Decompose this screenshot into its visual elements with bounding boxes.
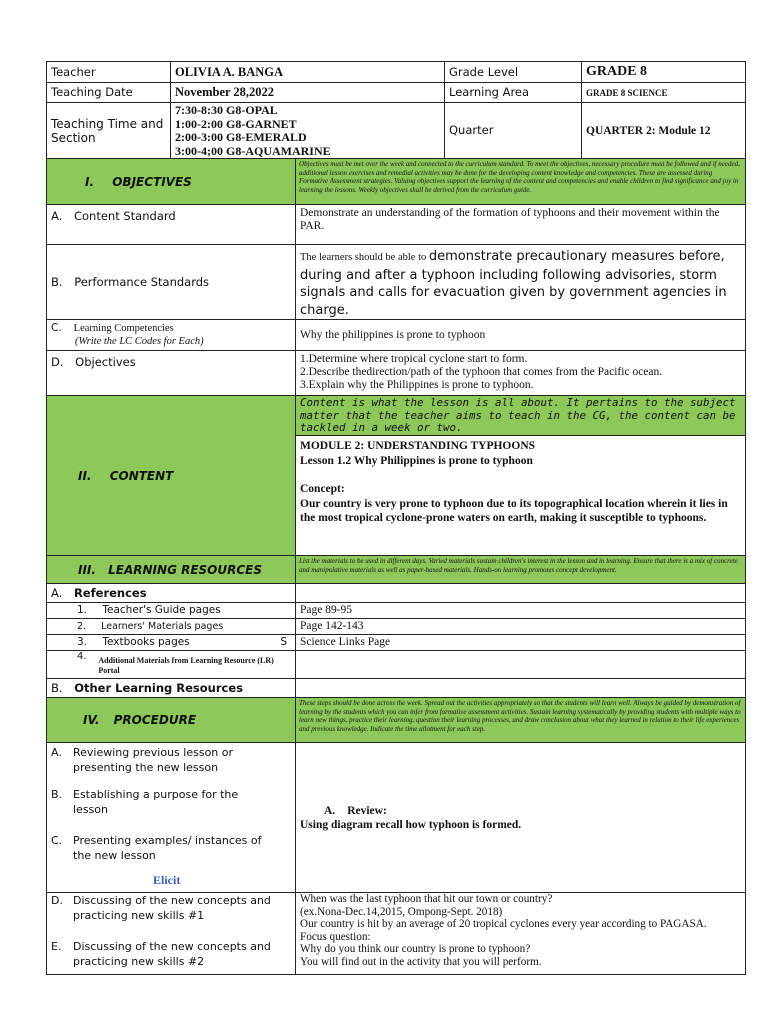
time-label: Teaching Time and Section (47, 103, 171, 159)
step-e: E. Discussing of the new concepts and practicing new skills #2 (51, 940, 271, 968)
content-standard-label: A. Content Standard (47, 205, 296, 245)
quarter-value: QUARTER 2: Module 12 (582, 103, 746, 159)
teacher-value: OLIVIA A. BANGA (171, 62, 445, 83)
performance-standards-value: The learners should be able to demonstrate precautionary measures before, during and after a typhoon including following advisories, storm signals and calls for evacuation given by government agencies in charge. (296, 245, 746, 320)
resource-value (296, 651, 746, 679)
date-label: Teaching Date (47, 83, 171, 103)
elicit-label: Elicit (153, 873, 181, 887)
resource-item: 3. Textbooks pages S (47, 635, 296, 651)
step-c: C. Presenting examples/ instances of the new lesson (51, 834, 262, 862)
discussion-line: Focus question: (300, 930, 371, 943)
references-value (296, 584, 746, 603)
objectives-label: D. Objectives (47, 351, 296, 396)
discussion-line: Our country is hit by an average of 20 tropical cyclones every year according to PAGASA. (300, 918, 707, 931)
section-item: 3:00-4;00 G8-AQUAMARINE (175, 143, 331, 158)
list-item: 2.Describe thedirection/path of the typhoon that comes from the Pacific ocean. (300, 366, 663, 378)
section-item: 1:00-2:00 G8-GARNET (175, 116, 297, 131)
grade-value: GRADE 8 (582, 62, 746, 83)
content-standard-value: Demonstrate an understanding of the formation of typhoons and their movement within the PAR. (296, 205, 746, 245)
resource-value: Page 89-95 (296, 603, 746, 619)
main-table (46, 158, 746, 975)
procedure-note: These steps should be done across the week. Spread out the activities appropriately so that the students will learn well. Always be guided by demonstration of learning by the students which you can infer from formative assessment activities. Sustain learning systematically by providing students with multiple ways to learn new things, practice their learning, question their learning processes, and draw conclusion about what they learned in relation to their life experiences and previous knowledge. Indicate the time allotment for each step. (296, 698, 746, 743)
area-value: GRADE 8 SCIENCE (582, 83, 746, 103)
resource-item: 4. Additional Materials from Learning Resource (LR) Portal (47, 651, 296, 679)
resource-value: Science Links Page (296, 635, 746, 651)
section-item: 2:00-3:00 G8-EMERALD (175, 130, 307, 144)
resource-item: 1. Teacher's Guide pages (47, 603, 296, 619)
list-item: 1.Determine where tropical cyclone start to form. (300, 353, 528, 365)
module-title: MODULE 2: UNDERSTANDING TYPHOONS (300, 440, 536, 452)
procedure-steps-de (47, 893, 296, 975)
discussion-line: (ex.Nona-Dec.14,2015, Ompong-Sept. 2018) (300, 905, 503, 918)
teacher-label: Teacher (47, 62, 171, 83)
objectives-note: Objectives must be met over the week and connected to the curriculum standard. To meet the objectives, necessary procedure must be followed and if needed, additional lesson exercises and remedial activities may be done for the developing content knowledge and competencies. These are assessed during Formative Assessment strategies. Valuing objectives support the learning of the content and competencies and enable children to find significance and joy in learning the lessons. Weekly objectives shall be derived from the curriculum guide. (296, 159, 746, 205)
content-note: Content is what the lesson is all about. It pertains to the subject matter that the teacher aims to teach in the CG, the content can be tackled in a week or two. (296, 396, 746, 436)
resources-heading: III. LEARNING RESOURCES (47, 556, 296, 584)
header-table (46, 61, 746, 159)
area-label: Learning Area (445, 83, 582, 103)
references-label: A. References (47, 584, 296, 603)
objectives-heading: I. OBJECTIVES (47, 159, 296, 205)
content-body (296, 436, 746, 556)
grade-label: Grade Level (445, 62, 582, 83)
review-text: Using diagram recall how typhoon is formed. (300, 818, 522, 831)
step-a: A. Reviewing previous lesson or presenting the new lesson (51, 746, 234, 774)
sections-list (171, 103, 445, 159)
review-block: A. Review: Using diagram recall how typhoon is formed. (296, 743, 746, 893)
content-heading: II. CONTENT (47, 396, 296, 556)
lesson-title: Lesson 1.2 Why Philippines is prone to typhoon (300, 454, 533, 467)
learning-competencies-label: C. Learning Competencies (Write the LC Codes for Each) (47, 320, 296, 351)
learning-competencies-value: Why the philippines is prone to typhoon (296, 320, 746, 351)
concept-label: Concept: (300, 483, 345, 495)
list-item: 3.Explain why the Philippines is prone to typhoon. (300, 379, 534, 391)
resource-value: Page 142-143 (296, 619, 746, 635)
other-resources-value (296, 679, 746, 698)
step-b: B. Establishing a purpose for the lesson (51, 788, 239, 816)
quarter-label: Quarter (445, 103, 582, 159)
procedure-heading: IV. PROCEDURE (47, 698, 296, 743)
date-value: November 28,2022 (171, 83, 445, 103)
resources-note: List the materials to be used in different days. Varied materials sustain children's interest in the lesson and in learning. Ensure that there is a mix of concrete and manipulative materials as well as paper-based materials. Hands-on learning promotes concept development. (296, 556, 746, 584)
discussion-line: Why do you think our country is prone to typhoon? (300, 943, 531, 956)
concept-text: Our country is very prone to typhoon due to its topographical location wherein it lies in the most tropical cyclone-prone waters on earth, making it susceptible to typhoons. (300, 497, 728, 524)
discussion-line: You will find out in the activity that you will perform. (300, 955, 542, 968)
section-item: 7:30-8:30 G8-OPAL (175, 103, 278, 117)
procedure-steps-abc (47, 743, 296, 893)
discussion-line: When was the last typhoon that hit our town or country? (300, 893, 553, 905)
other-resources-label: B. Other Learning Resources (47, 679, 296, 698)
step-d: D. Discussing of the new concepts and practicing new skills #1 (51, 894, 271, 922)
discussion-block (296, 893, 746, 975)
resource-item: 2. Learners' Materials pages (47, 619, 296, 635)
objectives-list (296, 351, 746, 396)
performance-standards-label: B. Performance Standards (47, 245, 296, 320)
